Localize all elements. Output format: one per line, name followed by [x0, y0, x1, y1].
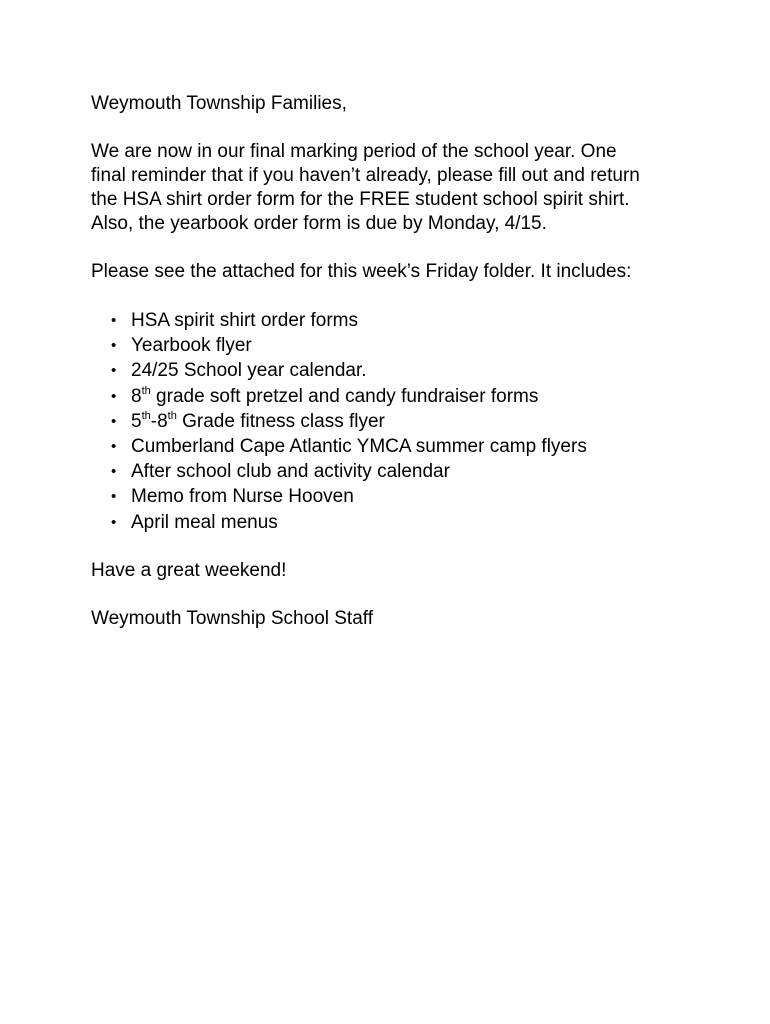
- bullet-icon: •: [111, 337, 117, 355]
- bullet-icon: •: [111, 412, 117, 430]
- folder-items-list: [91, 308, 691, 535]
- list-item-text: Yearbook flyer: [131, 335, 252, 357]
- list-item: [91, 484, 691, 509]
- bullet-icon: •: [111, 488, 117, 506]
- main-paragraph-line-1: We are now in our final marking period of the school year. One: [91, 141, 617, 162]
- ordinal-suffix: th: [141, 384, 151, 397]
- list-item: [91, 459, 691, 484]
- folder-intro: Please see the attached for this week’s Friday folder. It includes:: [91, 261, 632, 282]
- bullet-icon: •: [111, 513, 117, 531]
- list-item: [91, 308, 691, 333]
- list-item: [91, 358, 691, 383]
- grade-range-end: -8: [150, 410, 168, 432]
- closing-line: Have a great weekend!: [91, 559, 287, 581]
- bullet-icon: •: [111, 463, 117, 481]
- list-item-text: After school club and activity calendar: [131, 461, 450, 483]
- list-item: [91, 409, 691, 434]
- main-paragraph: [91, 140, 691, 236]
- list-item-text: [131, 411, 385, 432]
- bullet-icon: •: [111, 312, 117, 329]
- list-item: [91, 384, 691, 409]
- list-item-text: 24/25 School year calendar.: [131, 360, 367, 382]
- greeting: Weymouth Township Families,: [91, 93, 347, 114]
- main-paragraph-line-3: the HSA shirt order form for the FREE student school spirit shirt.: [91, 189, 630, 210]
- list-item-text: HSA spirit shirt order forms: [131, 310, 358, 331]
- grade-number: 8: [131, 385, 142, 407]
- grade-number: 5: [131, 410, 142, 432]
- list-item-remainder: grade soft pretzel and candy fundraiser forms: [150, 385, 539, 407]
- list-item-remainder: Grade fitness class flyer: [176, 410, 385, 432]
- main-paragraph-line-4: Also, the yearbook order form is due by Monday, 4/15.: [91, 213, 547, 234]
- signature: Weymouth Township School Staff: [91, 607, 373, 629]
- ordinal-suffix: th: [141, 409, 151, 422]
- list-item-text: Memo from Nurse Hooven: [131, 486, 354, 508]
- bullet-icon: •: [111, 437, 117, 455]
- list-item: [91, 510, 691, 535]
- list-item-text: [131, 386, 538, 407]
- list-item: [91, 434, 691, 459]
- ordinal-suffix: th: [167, 409, 177, 422]
- list-item: [91, 333, 691, 358]
- list-item-text: April meal menus: [131, 511, 278, 533]
- letter-body: [91, 92, 691, 631]
- bullet-icon: •: [111, 362, 117, 380]
- main-paragraph-line-2: final reminder that if you haven’t already, please fill out and return: [91, 165, 640, 186]
- list-item-text: Cumberland Cape Atlantic YMCA summer camp flyers: [131, 435, 587, 457]
- bullet-icon: •: [111, 387, 117, 405]
